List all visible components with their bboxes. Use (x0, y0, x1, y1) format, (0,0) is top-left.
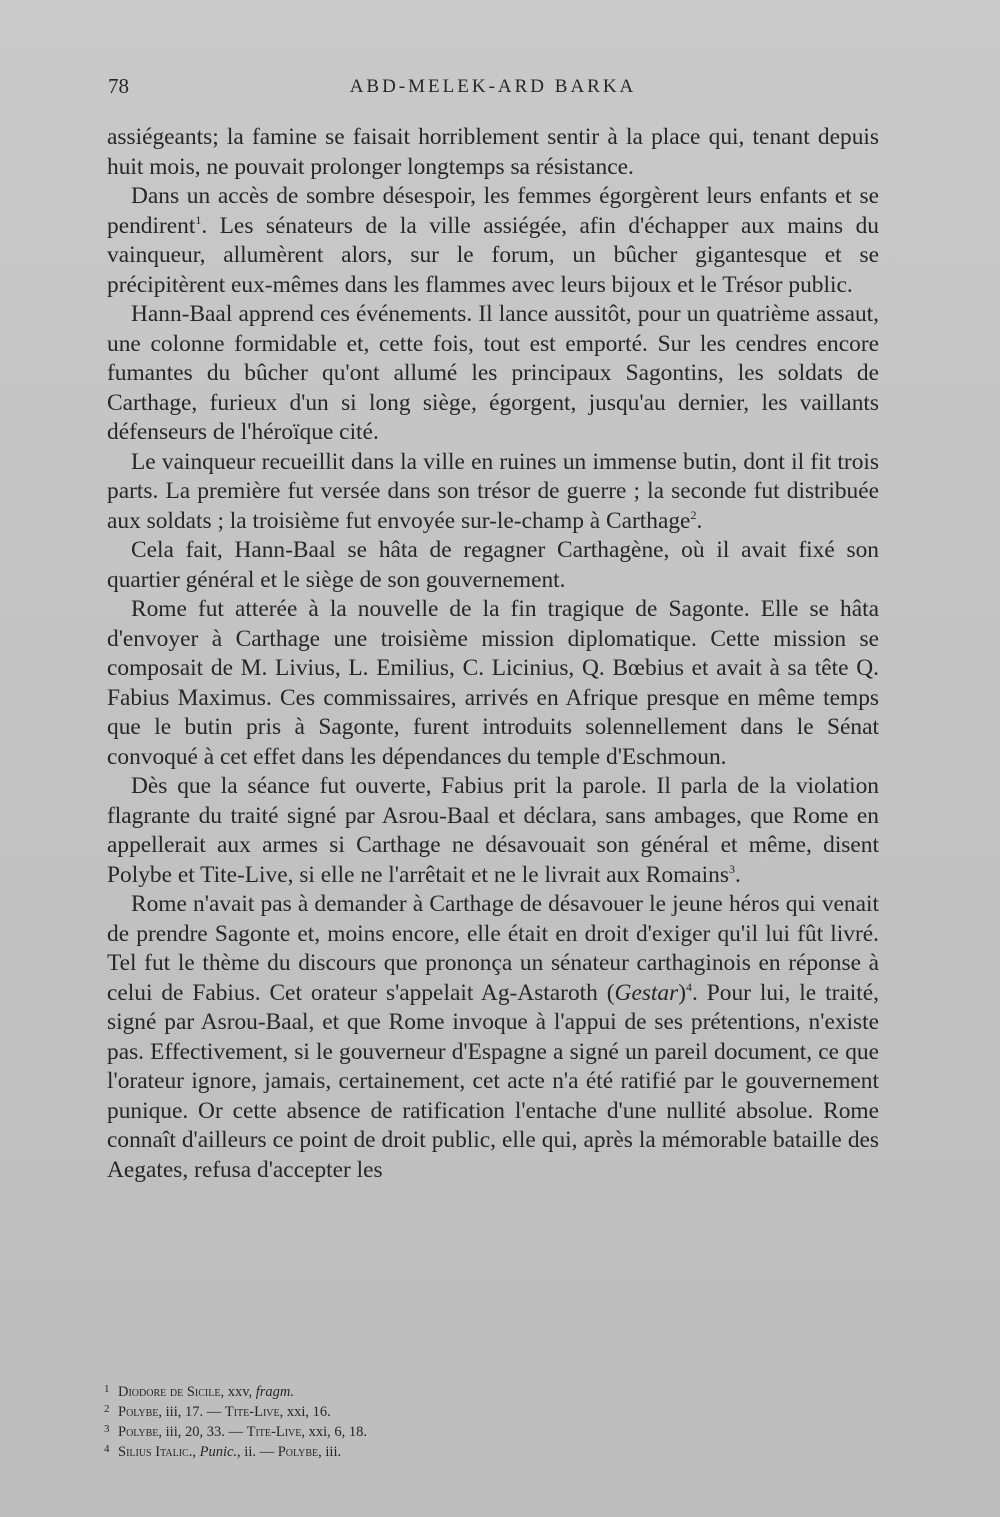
paragraph-2: Dans un accès de sombre désespoir, les femmes égorgèrent leurs enfants et se pendirent$^1$. Les sénateurs de la ville assiégée, afin d'échapper aux mains du vainqueur, allumèrent alors, sur le forum, un bûcher gigantesque et se précipitèrent eux-mêmes dans les flammes avec leurs bijoux et le Trésor public. (107, 183, 879, 298)
paragraph-3: Hann-Baal apprend ces événements. Il lance aussitôt, pour un quatrième assaut, une colonne formidable et, cette fois, tout est emporté. Sur les cendres encore fumantes du bûcher qu'ont allumé les principaux Sagontins, les soldats de Carthage, furieux d'un si long siège, égorgent, jusqu'au dernier, les vaillants défenseurs de l'héroïque cité. (107, 301, 879, 445)
footnote-4: 4 Silius Italic., Punic., ii. — Polybe, iii. (104, 1443, 342, 1460)
paragraph-4: Le vainqueur recueillit dans la ville en ruines un immense butin, dont il fit trois parts. La première fut versée dans son trésor de guerre ; la seconde fut distribuée aux soldats ; la troisième fut envoyée sur-le-champ à Carthage$^2$. (107, 448, 879, 534)
footnote-number: 1 (104, 1383, 110, 1395)
footnotes (104, 1381, 604, 1461)
body-text (107, 123, 879, 1185)
footnote-2: 2 Polybe, iii, 17. — Tite-Live, xxi, 16. (104, 1403, 331, 1420)
page-number: 78 (108, 74, 129, 98)
paragraph-8: Rome n'avait pas à demander à Carthage de désavouer le jeune héros qui venait de prendre Sagonte et, moins encore, elle était en droit d'exiger qu'il lui fût livré. Tel fut le thème du discours que prononça un sénateur carthaginois en réponse à celui de Fabius. Cet orateur s'appelait Ag-Astaroth (Gestar)$^4$. Pour lui, le traité, signé par Asrou-Baal, et que Rome invoque à l'appui de ses prétentions, n'existe pas. Effectivement, si le gouverneur d'Espagne a signé un pareil document, ce que l'orateur ignore, jamais, certainement, cet acte n'a été ratifié par le gouvernement punique. Or cette absence de ratification l'entache d'une nullité absolue. Rome connaît d'ailleurs ce point de droit public, elle qui, après la mémorable bataille des Aegates, refusa d'accepter les (107, 891, 879, 1183)
footnote-ref-3: 3 (728, 861, 735, 876)
paragraph-5: Cela fait, Hann-Baal se hâta de regagner Carthagène, où il avait fixé son quartier général et le siège de son gouvernement. (107, 537, 879, 593)
italic-name: Gestar (614, 979, 679, 1006)
footnote-ref-1: 1 (195, 212, 202, 227)
page-header (108, 74, 878, 104)
footnote-number: 2 (104, 1403, 110, 1415)
footnote-number: 3 (104, 1423, 110, 1435)
footnote-3: 3 Polybe, iii, 20, 33. — Tite-Live, xxi, 6, 18. (104, 1423, 368, 1440)
footnote-number: 4 (104, 1443, 110, 1455)
running-title: ABD-MELEK-ARD BARKA (349, 76, 637, 97)
paragraph-7: Dès que la séance fut ouverte, Fabius prit la parole. Il parla de la violation flagrante du traité signé par Asrou-Baal et déclara, sans ambages, que Rome en appellerait aux armes si Carthage ne désavouait son général et même, disent Polybe et Tite-Live, si elle ne l'arrêtait et ne le livrait aux Romains$^3$. (107, 773, 879, 888)
footnote-ref-4: 4 (686, 979, 693, 994)
paragraph-6: Rome fut atterée à la nouvelle de la fin tragique de Sagonte. Elle se hâta d'envoyer à Carthage une troisième mission diplomatique. Cette mission se composait de M. Livius, L. Emilius, C. Licinius, Q. Bœbius et avait à sa tête Q. Fabius Maximus. Ces commissaires, arrivés en Afrique presque en même temps que le butin pris à Sagonte, furent introduits solennellement dans le Sénat convoqué à cet effet dans les dépendances du temple d'Eschmoun. (107, 596, 879, 770)
footnote-ref-2: 2 (690, 507, 697, 522)
paragraph-1: assiégeants; la famine se faisait horriblement sentir à la place qui, tenant depuis huit mois, ne pouvait prolonger longtemps sa résistance. (107, 124, 879, 180)
footnote-1: 1 Diodore de Sicile, xxv, fragm. (104, 1383, 295, 1400)
